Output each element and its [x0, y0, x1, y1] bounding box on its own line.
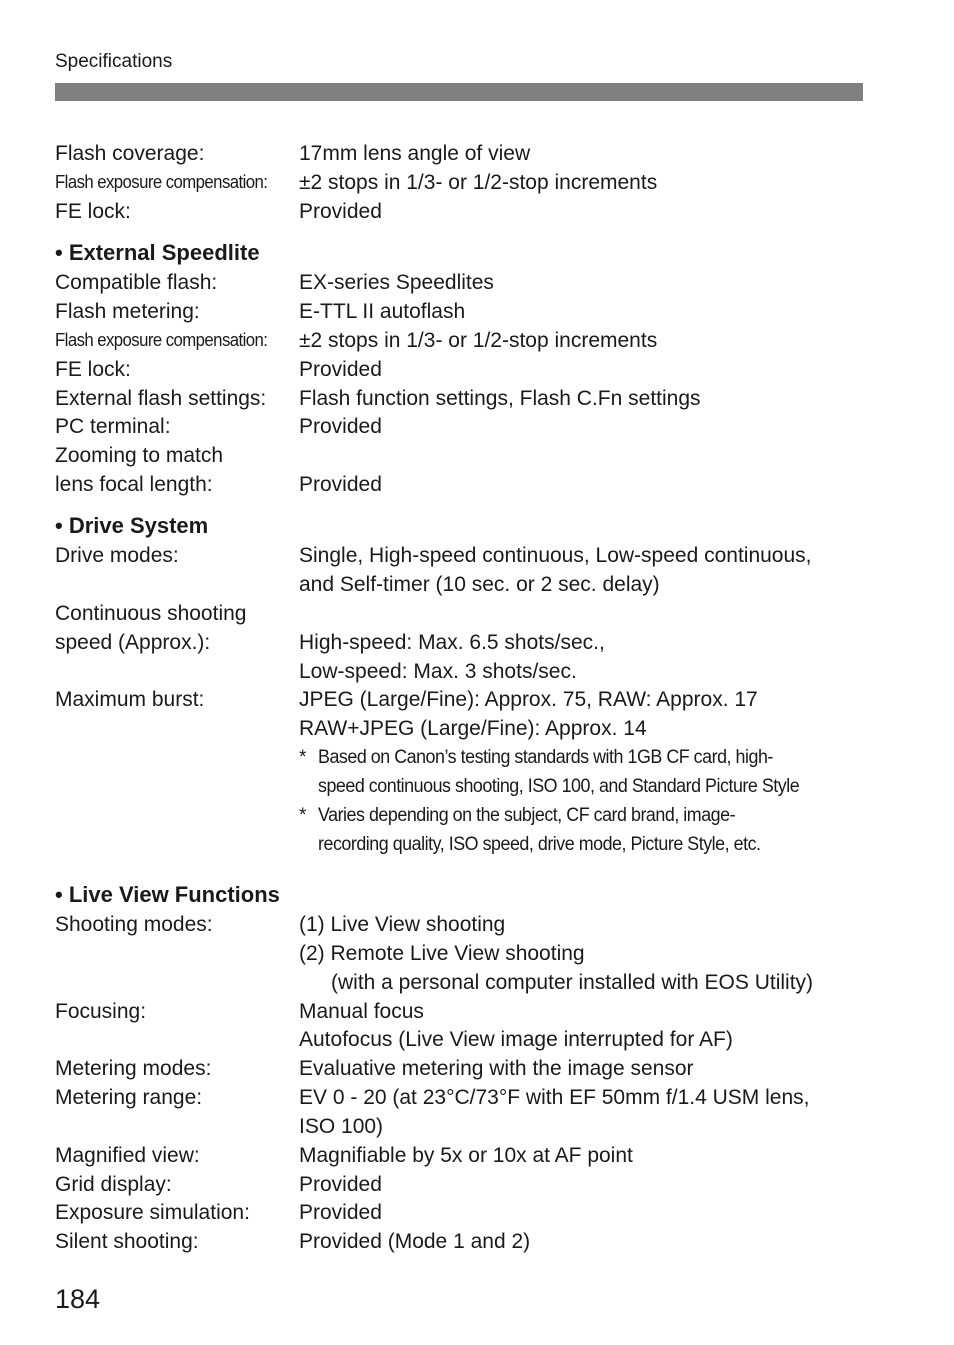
- spec-row: [55, 1170, 875, 1199]
- spec-value: Magnifiable by 5x or 10x at AF point: [299, 1144, 633, 1167]
- footnote: [299, 801, 889, 830]
- spec-value: Provided: [299, 415, 382, 438]
- spec-row: [55, 714, 875, 743]
- spec-row: [55, 1198, 875, 1227]
- spec-row: [55, 355, 875, 384]
- footnote-text: recording quality, ISO speed, drive mode, Picture Style, etc.: [318, 834, 761, 855]
- spec-row: [55, 1083, 875, 1112]
- spec-value: JPEG (Large/Fine): Approx. 75, RAW: Approx. 17: [299, 688, 758, 711]
- spec-row: [55, 384, 875, 413]
- spec-label: Focusing:: [55, 1000, 147, 1023]
- spec-label: Flash exposure compensation:: [55, 330, 268, 350]
- footnote-text: speed continuous shooting, ISO 100, and Standard Picture Style: [318, 776, 800, 797]
- spec-label: Drive modes:: [55, 544, 179, 567]
- spec-label: speed (Approx.):: [55, 631, 211, 654]
- spec-value: (with a personal computer installed with EOS Utility): [331, 971, 814, 994]
- spec-label: FE lock:: [55, 200, 131, 223]
- spec-label: Compatible flash:: [55, 271, 218, 294]
- spec-label: Silent shooting:: [55, 1230, 199, 1253]
- spec-value: E-TTL II autoflash: [299, 300, 466, 323]
- footnote-marker: *: [299, 747, 307, 768]
- page-number: 184: [55, 1284, 101, 1314]
- spec-row: [55, 1025, 875, 1054]
- spec-value: Evaluative metering with the image sensor: [299, 1057, 694, 1080]
- spec-value: Low-speed: Max. 3 shots/sec.: [299, 660, 577, 683]
- section-heading-live-view-functions: • Live View Functions: [55, 882, 280, 907]
- spec-value: (2) Remote Live View shooting: [299, 942, 585, 965]
- spec-row: [55, 541, 875, 570]
- section-heading-drive-system: • Drive System: [55, 513, 209, 538]
- spec-label: Continuous shooting: [55, 602, 247, 625]
- spec-row: [55, 657, 875, 686]
- spec-label: External flash settings:: [55, 387, 267, 410]
- spec-value: ±2 stops in 1/3- or 1/2-stop increments: [299, 329, 658, 352]
- spec-row: [55, 326, 875, 355]
- spec-value: Single, High-speed continuous, Low-speed continuous,: [299, 544, 812, 567]
- spec-value: Provided: [299, 358, 382, 381]
- spec-row: [55, 968, 875, 997]
- spec-value: RAW+JPEG (Large/Fine): Approx. 14: [299, 717, 647, 740]
- spec-row: [55, 1054, 875, 1083]
- spec-value: Manual focus: [299, 1000, 424, 1023]
- section-heading-external-speedlite: • External Speedlite: [55, 240, 260, 265]
- spec-value: EV 0 - 20 (at 23°C/73°F with EF 50mm f/1.4 USM lens,: [299, 1086, 810, 1109]
- spec-label: lens focal length:: [55, 473, 213, 496]
- spec-label: Maximum burst:: [55, 688, 205, 711]
- spec-row: [55, 1141, 875, 1170]
- spec-value: 17mm lens angle of view: [299, 142, 531, 165]
- spec-row: [55, 910, 875, 939]
- spec-label: Flash coverage:: [55, 142, 205, 165]
- spec-value: Provided: [299, 200, 382, 223]
- spec-label: Metering modes:: [55, 1057, 212, 1080]
- spec-row: [55, 1227, 875, 1256]
- spec-label: PC terminal:: [55, 415, 171, 438]
- spec-label: Grid display:: [55, 1173, 172, 1196]
- spec-row: [55, 939, 875, 968]
- spec-label: Shooting modes:: [55, 913, 213, 936]
- footnote: [299, 830, 889, 859]
- spec-value: EX-series Speedlites: [299, 271, 494, 294]
- spec-row: [55, 139, 875, 168]
- spec-value: High-speed: Max. 6.5 shots/sec.,: [299, 631, 605, 654]
- spec-row: [55, 628, 875, 657]
- spec-value: ±2 stops in 1/3- or 1/2-stop increments: [299, 171, 658, 194]
- spec-row: [55, 297, 875, 326]
- spec-label: Magnified view:: [55, 1144, 200, 1167]
- spec-value: Provided: [299, 1201, 382, 1224]
- spec-row: [55, 997, 875, 1026]
- spec-row: [55, 168, 875, 197]
- spec-label: Metering range:: [55, 1086, 203, 1109]
- spec-row: [55, 570, 875, 599]
- spec-value: and Self-timer (10 sec. or 2 sec. delay): [299, 573, 660, 596]
- footnote: [299, 743, 889, 772]
- page-header-label: Specifications: [55, 51, 173, 72]
- spec-row: [55, 197, 875, 226]
- header-divider-bar: [55, 83, 863, 101]
- spec-row: [55, 1112, 875, 1141]
- spec-label: Flash metering:: [55, 300, 200, 323]
- spec-row: [55, 470, 875, 499]
- spec-value: Provided: [299, 473, 382, 496]
- footnote-text: Varies depending on the subject, CF card brand, image-: [318, 805, 736, 826]
- footnote: [299, 772, 889, 801]
- footnote-marker: *: [299, 805, 307, 826]
- spec-row: [55, 412, 875, 441]
- spec-value: ISO 100): [299, 1115, 384, 1138]
- spec-value: Autofocus (Live View image interrupted for AF): [299, 1028, 733, 1051]
- spec-row: [55, 441, 875, 470]
- spec-label: Flash exposure compensation:: [55, 172, 268, 192]
- spec-label: FE lock:: [55, 358, 131, 381]
- spec-value: Provided (Mode 1 and 2): [299, 1230, 531, 1253]
- spec-label: Zooming to match: [55, 444, 224, 467]
- spec-row: [55, 685, 875, 714]
- spec-row: [55, 268, 875, 297]
- footnote-text: Based on Canon’s testing standards with 1GB CF card, high-: [318, 747, 773, 768]
- spec-value: (1) Live View shooting: [299, 913, 506, 936]
- spec-label: Exposure simulation:: [55, 1201, 250, 1224]
- spec-row: [55, 599, 875, 628]
- spec-value: Provided: [299, 1173, 382, 1196]
- spec-value: Flash function settings, Flash C.Fn settings: [299, 387, 701, 410]
